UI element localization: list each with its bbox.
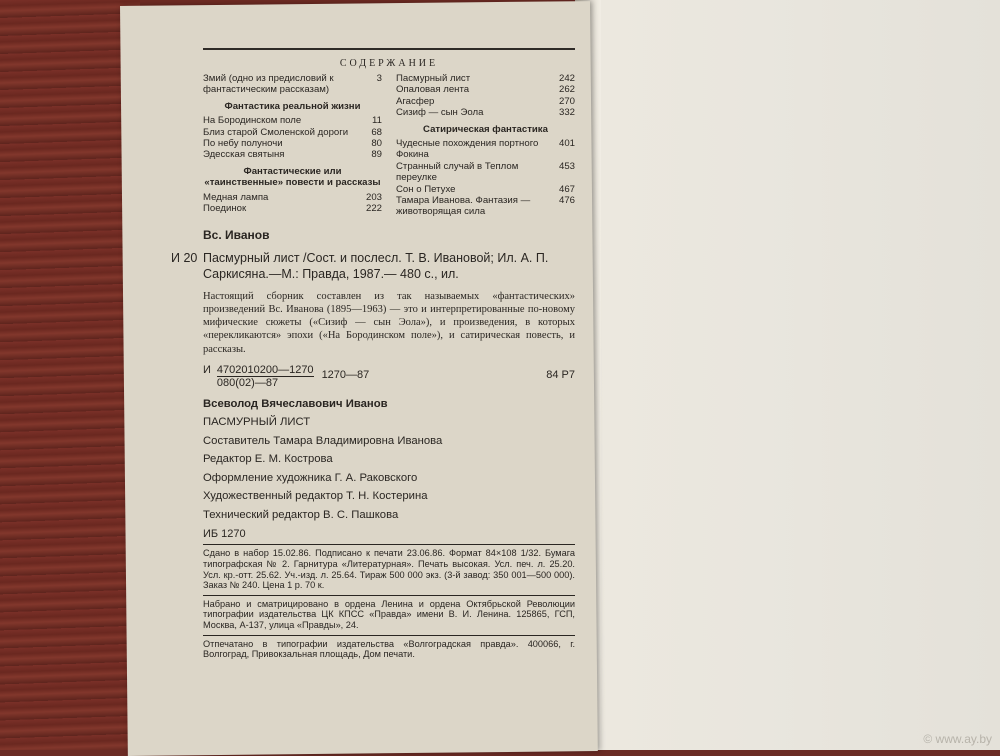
toc-section-heading: Сатирическая фантастика [423,123,548,135]
bibliographic-record [171,250,575,282]
credit-line: Технический редактор В. С. Пашкова [203,508,399,521]
toc-entry [396,184,575,195]
toc-entry-title: Чудесные похождения портного Фокина [396,138,539,161]
toc-entry-title: На Бородинском поле [203,115,302,127]
toc-entry [396,107,575,118]
fraction-numerator: 4702010200—1270 [216,363,314,376]
watermark: © www.ay.by [923,732,992,746]
credit-line: Художественный редактор Т. Н. Костерина [203,490,428,503]
toc-entry-title: Эдесская святыня [203,149,285,161]
press-info: Набрано и сматрицировано в ордена Ленина и ордена Октябрьской Революции типографии издательства ЦК КПСС «Правда» имени В. И. Ленина. 125865, ГСП, Москва, А-137, улица «Правды», 24. [203,595,575,631]
print-info: Сдано в набор 15.02.86. Подписано к печати 23.06.86. Формат 84×108 1/32. Бумага типографская № 2. Гарнитура «Литературная». Печать высокая. Усл. печ. л. 25.20. Усл. кр.-отт. 25.62. Уч.-изд. л. 25.64. Тираж 500 000 экз. (3-й завод: 350 001—500 000). Заказ № 240. Цена 1 р. 70 к. [203,544,575,590]
toc-section-heading: Фантастические или «таинственные» повести и рассказы [204,165,381,189]
toc-entry-title: Опаловая лента [396,84,470,96]
table-of-contents [203,73,575,218]
toc-entry-page: 3 [376,73,382,84]
toc-entry-title: Близ старой Смоленской дороги [203,126,349,138]
toc-entry-title: Сизиф — сын Эола [396,107,484,119]
toc-entry-title: Тамара Иванова. Фантазия — животворящая сила [396,195,531,218]
toc-entry [396,73,575,84]
toc-entry-title: Поединок [203,203,247,215]
classification-fraction [217,364,314,389]
bibliographic-text: Пасмурный лист /Сост. и послесл. Т. В. Ивановой; Ил. А. П. Саркисяна.—М.: Правда, 1987.— 480 с., ил. [203,250,549,281]
right-page [600,0,1000,750]
toc-entry [203,115,382,126]
printed-info: Отпечатано в типографии издательства «Волгоградская правда». 400066, г. Волгоград, Привокзальная площадь, Дом печати. [203,635,575,660]
toc-entry-title: Агасфер [396,95,435,107]
classification-line [203,364,575,389]
toc-entry [396,84,575,95]
toc-entry-page: 222 [365,203,382,215]
toc-entry-page: 262 [558,84,575,96]
toc-entry-title: Странный случай в Теплом переулке [396,160,519,184]
bbk-code: 84 Р7 [546,368,575,381]
toc-entry-title: Медная лампа [203,191,269,203]
toc-entry [203,138,382,149]
toc-entry-page: 332 [558,107,575,119]
toc-entry-page: 453 [558,160,575,172]
toc-entry-page: 89 [371,149,382,161]
credit-line: Редактор Е. М. Кострова [203,453,333,466]
fraction-denominator: 080(02)—87 [216,376,279,389]
ib-number: ИБ 1270 [203,528,246,541]
toc-entry [203,192,382,203]
toc-entry [396,161,575,184]
toc-entry-page: 242 [558,73,575,84]
toc-entry [396,96,575,107]
annotation: Настоящий сборник составлен из так называемых «фантастических» произведений Вс. Иванова (1895—1963) — это и интерпретированные по-новому мифические сюжеты («Сизиф — сын Эола»), и произведения, в которых «перекликаются» эпохи («На Бородинском поле»), и сатирическая повесть, и рассказы. [203,290,575,355]
credit-line: Составитель Тамара Владимировна Иванова [203,434,443,447]
imprint-credits [203,395,575,525]
author-heading: Вс. Иванов [203,227,270,242]
table-surface [0,0,140,750]
classification-letter: И [203,363,211,376]
book-title: ПАСМУРНЫЙ ЛИСТ [203,416,311,429]
toc-entry-page: 476 [558,195,575,207]
toc-entry-page: 80 [371,138,382,150]
page-content [171,48,575,660]
toc-entry [396,195,575,218]
toc-entry-page: 11 [372,115,382,127]
toc-left-column [203,73,382,218]
toc-entry [203,203,382,214]
toc-entry-page: 401 [558,138,575,150]
top-rule [203,48,575,50]
toc-right-column [396,73,575,218]
toc-entry-page: 270 [558,95,575,107]
toc-title: СОДЕРЖАНИЕ [339,58,439,69]
toc-entry-page: 68 [371,126,382,138]
toc-section-heading: Фантастика реальной жизни [224,100,361,112]
toc-entry-title: Сон о Петухе [396,183,456,195]
classification-code: 1270—87 [321,368,370,381]
toc-entry [203,73,382,96]
toc-entry [203,127,382,138]
toc-entry [396,138,575,161]
toc-entry [203,149,382,160]
toc-entry-page: 467 [558,183,575,195]
toc-entry-title: По небу полуночи [203,138,283,150]
catalog-code: И 20 [171,250,198,265]
credit-line: Оформление художника Г. А. Раковского [203,471,418,484]
toc-entry-title: Змий (одно из предисловий к фантастическим рассказам) [203,73,334,96]
toc-entry-title: Пасмурный лист [396,73,471,84]
full-author-name: Всеволод Вячеславович Иванов [203,397,388,410]
toc-entry-page: 203 [365,191,382,203]
